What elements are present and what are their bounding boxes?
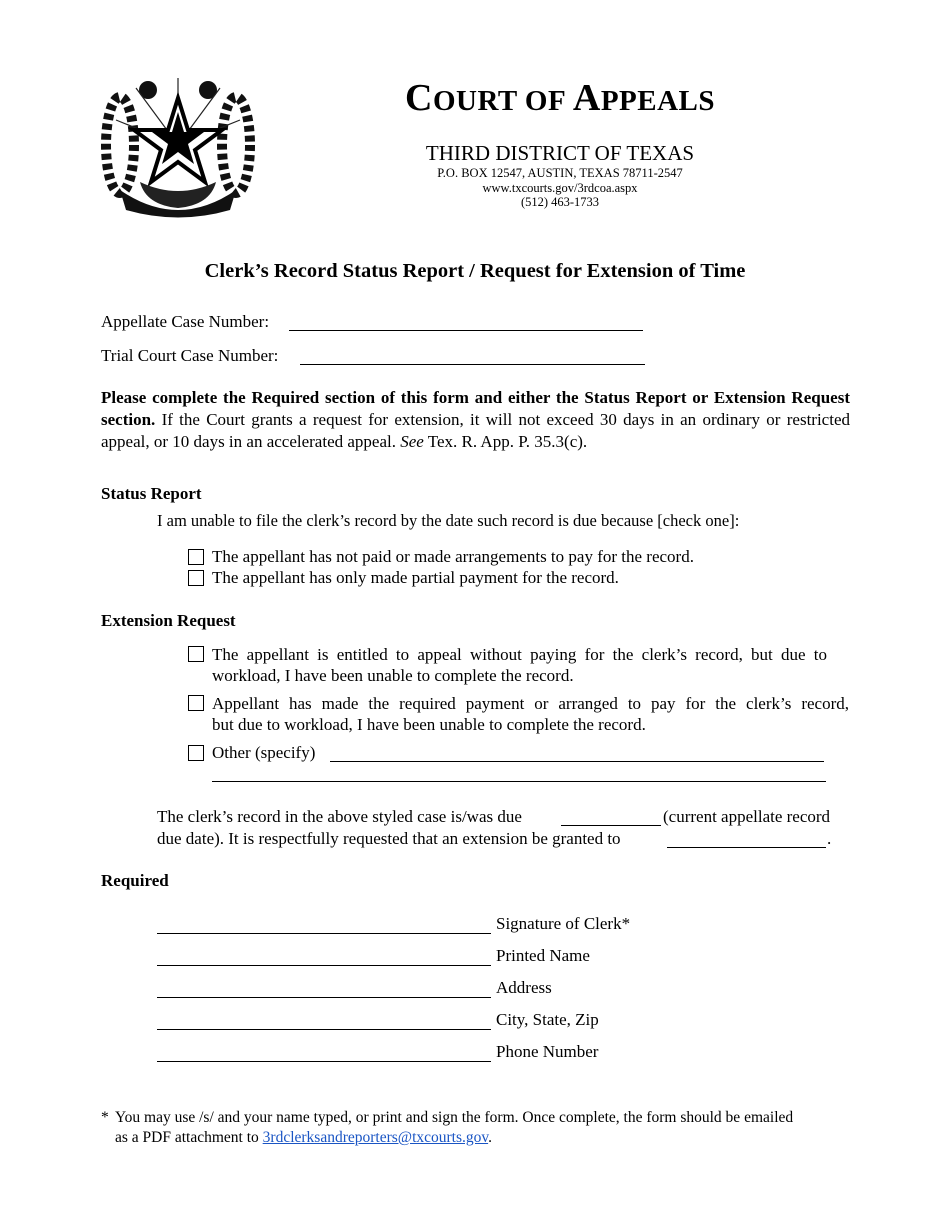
- appellate-case-number-field[interactable]: [289, 330, 643, 331]
- document-title: Clerk’s Record Status Report / Request for Extension of Time: [204, 260, 746, 282]
- court-title-part2: PPEALS: [600, 85, 716, 117]
- footnote-end: .: [488, 1129, 492, 1146]
- extension-option-2-line-1: Appellant has made the required payment or arranged to pay for the clerk’s record,: [212, 694, 849, 713]
- address-field[interactable]: [157, 997, 491, 998]
- extension-option-1-line-2: workload, I have been unable to complete the record.: [212, 666, 574, 685]
- instructions-citation: Tex. R. App. P. 35.3(c).: [423, 432, 588, 451]
- printed-name-label: Printed Name: [496, 946, 590, 965]
- footnote-star: *: [101, 1109, 109, 1126]
- extension-option-2-line-2: but due to workload, I have been unable to complete the record.: [212, 715, 646, 734]
- extension-other-checkbox[interactable]: [188, 745, 204, 761]
- due-date-text-1b: (current appellate record: [663, 807, 831, 826]
- phone-number-field[interactable]: [157, 1061, 491, 1062]
- signature-field[interactable]: [157, 933, 491, 934]
- extension-other-field-line-2[interactable]: [212, 781, 826, 782]
- address-label: Address: [496, 978, 552, 997]
- extension-option-2-checkbox[interactable]: [188, 695, 204, 711]
- status-report-heading: Status Report: [101, 484, 202, 503]
- instructions-paragraph: [101, 387, 850, 453]
- court-title-cap-a: A: [572, 77, 601, 119]
- court-title-part1: OURT OF: [432, 85, 573, 117]
- footnote-line-2-text: as a PDF attachment to: [115, 1129, 263, 1146]
- status-option-2-label: The appellant has only made partial payment for the record.: [212, 568, 619, 587]
- city-state-zip-label: City, State, Zip: [496, 1010, 599, 1029]
- status-option-2-checkbox[interactable]: [188, 570, 204, 586]
- court-phone: (512) 463-1733: [520, 195, 600, 209]
- footnote-line-2: [115, 1128, 850, 1148]
- court-title-cap-c: C: [404, 77, 433, 119]
- extension-option-1-line-1: The appellant is entitled to appeal without paying for the clerk’s record, but due to: [212, 645, 827, 664]
- district-name: THIRD DISTRICT OF TEXAS: [425, 141, 695, 165]
- due-date-text-2b: .: [827, 829, 832, 848]
- appellate-case-label: Appellate Case Number:: [101, 312, 270, 331]
- extension-option-1-checkbox[interactable]: [188, 646, 204, 662]
- status-option-1-label: The appellant has not paid or made arrangements to pay for the record.: [212, 547, 694, 566]
- footnote-line-1: You may use /s/ and your name typed, or print and sign the form. Once complete, the form should be emailed: [115, 1109, 794, 1126]
- trial-case-number-field[interactable]: [300, 364, 645, 365]
- requested-date-field[interactable]: [667, 847, 826, 848]
- city-state-zip-field[interactable]: [157, 1029, 491, 1030]
- due-date-text-2a: due date). It is respectfully requested that an extension be granted to: [157, 829, 621, 848]
- court-address: P.O. BOX 12547, AUSTIN, TEXAS 78711-2547: [437, 166, 683, 180]
- court-website: www.txcourts.gov/3rdcoa.aspx: [482, 181, 638, 195]
- instructions-text: If the Court grants a request for extension, it will not exceed 30 days in an ordinary or restricted appeal, or 10 days in an accelerated appeal.: [101, 410, 850, 451]
- clerk-email-link[interactable]: 3rdclerksandreporters@txcourts.gov: [262, 1129, 489, 1146]
- extension-other-label: Other (specify): [212, 743, 316, 762]
- signature-label: Signature of Clerk*: [496, 914, 631, 933]
- status-report-intro: I am unable to file the clerk’s record by the date such record is due because [check one]:: [157, 511, 740, 530]
- extension-option-2-label: [212, 693, 849, 735]
- court-title: [330, 76, 790, 120]
- required-heading: Required: [101, 871, 169, 890]
- instructions-see: See: [400, 432, 424, 451]
- due-date-text-1a: The clerk’s record in the above styled case is/was due: [157, 807, 522, 826]
- texas-seal-icon: [100, 70, 256, 220]
- extension-option-1-label: [212, 644, 827, 686]
- footnote-text: [115, 1108, 850, 1148]
- extension-other-field-line-1[interactable]: [330, 761, 824, 762]
- trial-case-label: Trial Court Case Number:: [101, 346, 279, 365]
- phone-number-label: Phone Number: [496, 1042, 599, 1061]
- instructions-bold: Please complete the Required section of this form and either the Status Report or Extension Request section.: [101, 388, 850, 429]
- current-due-date-field[interactable]: [561, 825, 661, 826]
- printed-name-field[interactable]: [157, 965, 491, 966]
- status-option-1-checkbox[interactable]: [188, 549, 204, 565]
- extension-request-heading: Extension Request: [101, 611, 236, 630]
